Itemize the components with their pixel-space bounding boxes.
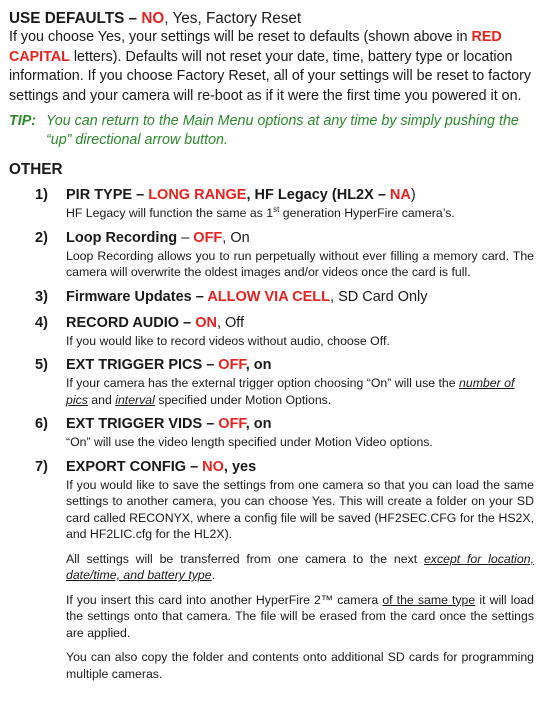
use-defaults-heading: USE DEFAULTS – NO, Yes, Factory Reset xyxy=(9,10,302,27)
item-description: “On” will use the video length specified under Motion Video options. xyxy=(66,435,433,449)
list-item-record-audio xyxy=(9,314,534,350)
use-defaults-description: If you choose Yes, your settings will be reset to defaults (shown above in RED CAPITAL letters). Defaults will not reset your date, time, battery type or location information. If you choose Factory Reset, all of your settings will be reset to factory settings and your camera will re-boot as if it were the first time you powered it on. xyxy=(9,29,532,104)
item-description: If you insert this card into another HyperFire 2™ camera of the same type it will load the settings onto that camera. The file will be erased from the card once the settings are applied. xyxy=(66,592,534,640)
item-number: 1) xyxy=(35,187,48,203)
tip-label: TIP: xyxy=(9,113,37,129)
item-title: EXT TRIGGER PICS – OFF, on xyxy=(66,357,272,373)
list-item-firmware-updates xyxy=(9,288,534,307)
item-description: Loop Recording allows you to run perpetually without ever filling a memory card. The camera will overwrite the oldest images and/or videos once the card is full. xyxy=(66,248,534,279)
manual-page xyxy=(9,9,534,682)
item-number: 4) xyxy=(35,314,48,331)
list-item-loop-recording xyxy=(9,229,534,281)
item-title: PIR TYPE – LONG RANGE, HF Legacy (HL2X – NA) xyxy=(66,187,416,203)
item-number: 3) xyxy=(35,288,48,305)
tip-note xyxy=(9,112,534,150)
item-description: All settings will be transferred from one camera to the next except for location, date/time, and battery type. xyxy=(66,551,534,582)
item-title: Loop Recording – OFF, On xyxy=(66,229,250,246)
item-description: If you would like to record videos without audio, choose Off. xyxy=(66,333,390,348)
item-number: 7) xyxy=(35,458,48,475)
item-title: Firmware Updates – ALLOW VIA CELL, SD Card Only xyxy=(66,288,428,305)
list-item-export-config xyxy=(9,458,534,683)
item-number: 6) xyxy=(35,416,48,432)
item-description: You can also copy the folder and contents onto additional SD cards for programming multiple cameras. xyxy=(66,650,534,681)
list-item-pir-type xyxy=(9,186,534,222)
item-description: HF Legacy will function the same as 1st generation HyperFire camera’s. xyxy=(66,204,455,220)
list-item-ext-trigger-pics xyxy=(9,356,534,408)
item-description: If your camera has the external trigger option choosing “On” will use the number of pics and interval specified under Motion Options. xyxy=(66,376,515,407)
tip-text: You can return to the Main Menu options at any time by simply pushing the “up” directional arrow button. xyxy=(46,113,519,148)
item-title: EXPORT CONFIG – NO, yes xyxy=(66,458,257,475)
list-item-ext-trigger-vids xyxy=(9,415,534,451)
section-title: OTHER xyxy=(9,161,63,178)
settings-list xyxy=(9,186,534,682)
item-number: 5) xyxy=(35,357,48,373)
item-description: If you would like to save the settings from one camera so that you can load the same settings to another camera, you can choose Yes. This will create a folder on your SD card called RECONYX, where a config file will be saved (HF2SEC.CFG for the HS2X, and HF2LIC.cfg for the HL2X). xyxy=(66,477,534,541)
default-option: NO xyxy=(141,10,165,27)
item-title: EXT TRIGGER VIDS – OFF, on xyxy=(66,416,272,432)
item-title: RECORD AUDIO – ON, Off xyxy=(66,314,245,331)
item-number: 2) xyxy=(35,229,48,246)
